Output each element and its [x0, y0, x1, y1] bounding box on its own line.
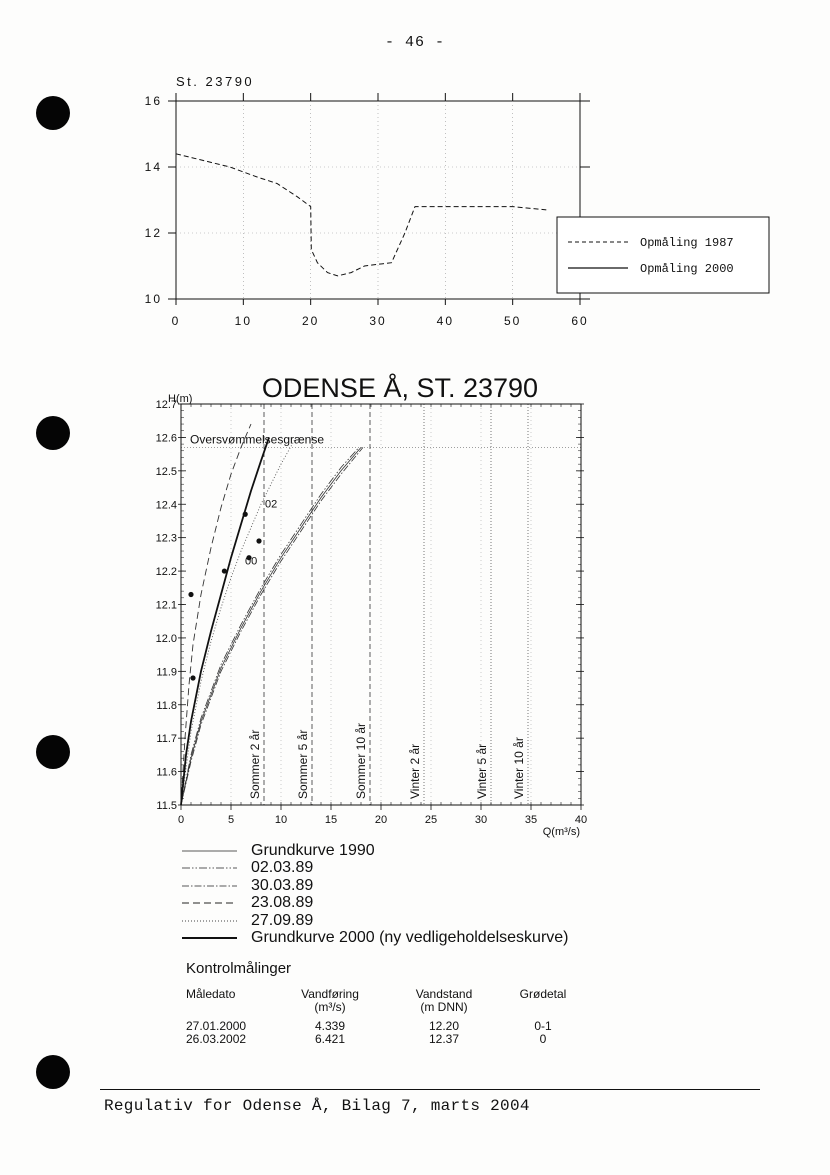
legend-row	[182, 912, 652, 930]
return-period-label: Sommer 5 år	[296, 729, 310, 799]
x-tick-label: 15	[324, 814, 338, 826]
legend-row	[182, 860, 652, 878]
table-cell: 26.03.2002	[186, 1032, 247, 1046]
legend-row	[182, 895, 652, 913]
legend-sample-dash-dot-dot	[182, 863, 237, 873]
legend-label: 30.03.89	[251, 876, 314, 894]
y-tick-label: 11.8	[156, 699, 177, 712]
legend-sample-thin-solid	[182, 846, 237, 856]
rating-curve-title: ODENSE Å, ST. 23790	[261, 373, 539, 403]
y-tick-label: 12.0	[155, 632, 177, 645]
cross-section-legend	[557, 217, 769, 293]
legend-label: 02.03.89	[251, 859, 314, 877]
rating-curve-chart	[0, 360, 830, 850]
y-tick-label: 12.6	[155, 432, 177, 445]
curve-annotation: 00	[245, 555, 258, 568]
measurement-point	[188, 592, 193, 597]
x-tick-label: 20	[301, 314, 320, 328]
y-tick-label: 12.3	[155, 532, 177, 545]
y-tick-label: 11.6	[156, 766, 177, 779]
series-line-dashed	[176, 154, 546, 276]
measurement-point	[190, 675, 195, 680]
y-tick-label: 12	[144, 226, 162, 240]
y-tick-label: 12.1	[155, 599, 177, 612]
y-tick-label: 11.5	[156, 800, 177, 812]
y-axis-label: H(m)	[168, 393, 193, 405]
x-tick-label: 25	[424, 814, 438, 826]
return-period-label: Sommer 10 år	[354, 722, 368, 799]
flood-level-label: Oversvømmelsesgrænse	[190, 432, 325, 447]
y-tick-label: 11.9	[156, 666, 177, 679]
return-period-label: Vinter 5 år	[475, 743, 489, 799]
table-header: Måledato	[186, 987, 236, 1001]
curve-dotted	[181, 437, 296, 805]
table-cell: 0-1	[534, 1019, 552, 1033]
footer-rule	[100, 1089, 760, 1090]
page-number: - 46 -	[384, 34, 445, 51]
legend-label: Grundkurve 2000 (ny vedligeholdelseskurve)	[251, 929, 569, 947]
x-tick-label: 30	[369, 314, 387, 328]
kontrol-title: Kontrolmålinger	[186, 960, 292, 977]
measurement-point	[256, 538, 261, 543]
legend-row	[182, 930, 652, 948]
table-cell: 12.37	[428, 1032, 460, 1046]
measurement-point	[243, 512, 248, 517]
y-tick-label: 12.5	[155, 465, 177, 478]
x-tick-label: 60	[571, 314, 589, 328]
legend-sample-dashed	[182, 898, 237, 908]
legend-label-2000: Opmåling 2000	[640, 262, 734, 276]
y-tick-label: 12.7	[155, 399, 177, 411]
cross-section-title: St. 23790	[176, 74, 255, 89]
table-cell: 12.20	[428, 1019, 460, 1033]
legend-label: 27.09.89	[251, 911, 314, 929]
footer-text: Regulativ for Odense Å, Bilag 7, marts 2004	[104, 1097, 530, 1115]
y-tick-label: 12.2	[155, 566, 177, 579]
table-cell: 27.01.2000	[186, 1019, 247, 1033]
x-tick-label: 40	[436, 314, 455, 328]
return-period-label: Sommer 2 år	[248, 729, 262, 799]
table-cell: 6.421	[314, 1032, 346, 1046]
x-tick-label: 50	[503, 314, 522, 328]
cross-section-chart	[0, 0, 830, 340]
x-tick-label: 20	[374, 814, 388, 826]
table-header: Grødetal	[519, 987, 567, 1001]
legend-sample-dotted	[182, 916, 237, 926]
return-period-label: Vinter 10 år	[512, 737, 526, 799]
curve-annotation: 02	[265, 498, 278, 511]
return-period-label: Vinter 2 år	[408, 743, 422, 799]
table-cell: 4.339	[314, 1019, 346, 1033]
y-tick-label: 11.7	[156, 733, 177, 746]
y-tick-label: 10	[144, 292, 162, 306]
x-tick-label: 5	[227, 814, 235, 826]
x-axis-label: Q(m³/s)	[542, 826, 580, 838]
x-tick-label: 35	[524, 814, 538, 826]
legend-label: 23.08.89	[251, 894, 314, 912]
rating-curve-legend	[182, 842, 652, 947]
legend-row	[182, 842, 652, 860]
legend-label: Grundkurve 1990	[251, 841, 375, 859]
x-tick-label: 0	[171, 314, 181, 328]
y-tick-label: 14	[144, 160, 162, 174]
table-header: Vandføring (m³/s)	[301, 987, 359, 1014]
legend-sample-thick-solid	[182, 933, 237, 943]
legend-sample-dash-dot	[182, 881, 237, 891]
y-tick-label: 16	[144, 94, 162, 108]
table-cell: 0	[539, 1032, 547, 1046]
measurement-point	[222, 568, 227, 573]
y-tick-label: 12.4	[155, 499, 177, 512]
x-tick-label: 0	[177, 814, 185, 826]
binder-hole	[36, 1055, 70, 1089]
legend-label-1987: Opmåling 1987	[640, 236, 734, 250]
table-header: Vandstand (m DNN)	[415, 987, 473, 1014]
x-tick-label: 10	[234, 314, 253, 328]
x-tick-label: 40	[574, 814, 588, 826]
x-tick-label: 30	[474, 814, 488, 826]
x-tick-label: 10	[274, 814, 288, 826]
legend-row	[182, 877, 652, 895]
